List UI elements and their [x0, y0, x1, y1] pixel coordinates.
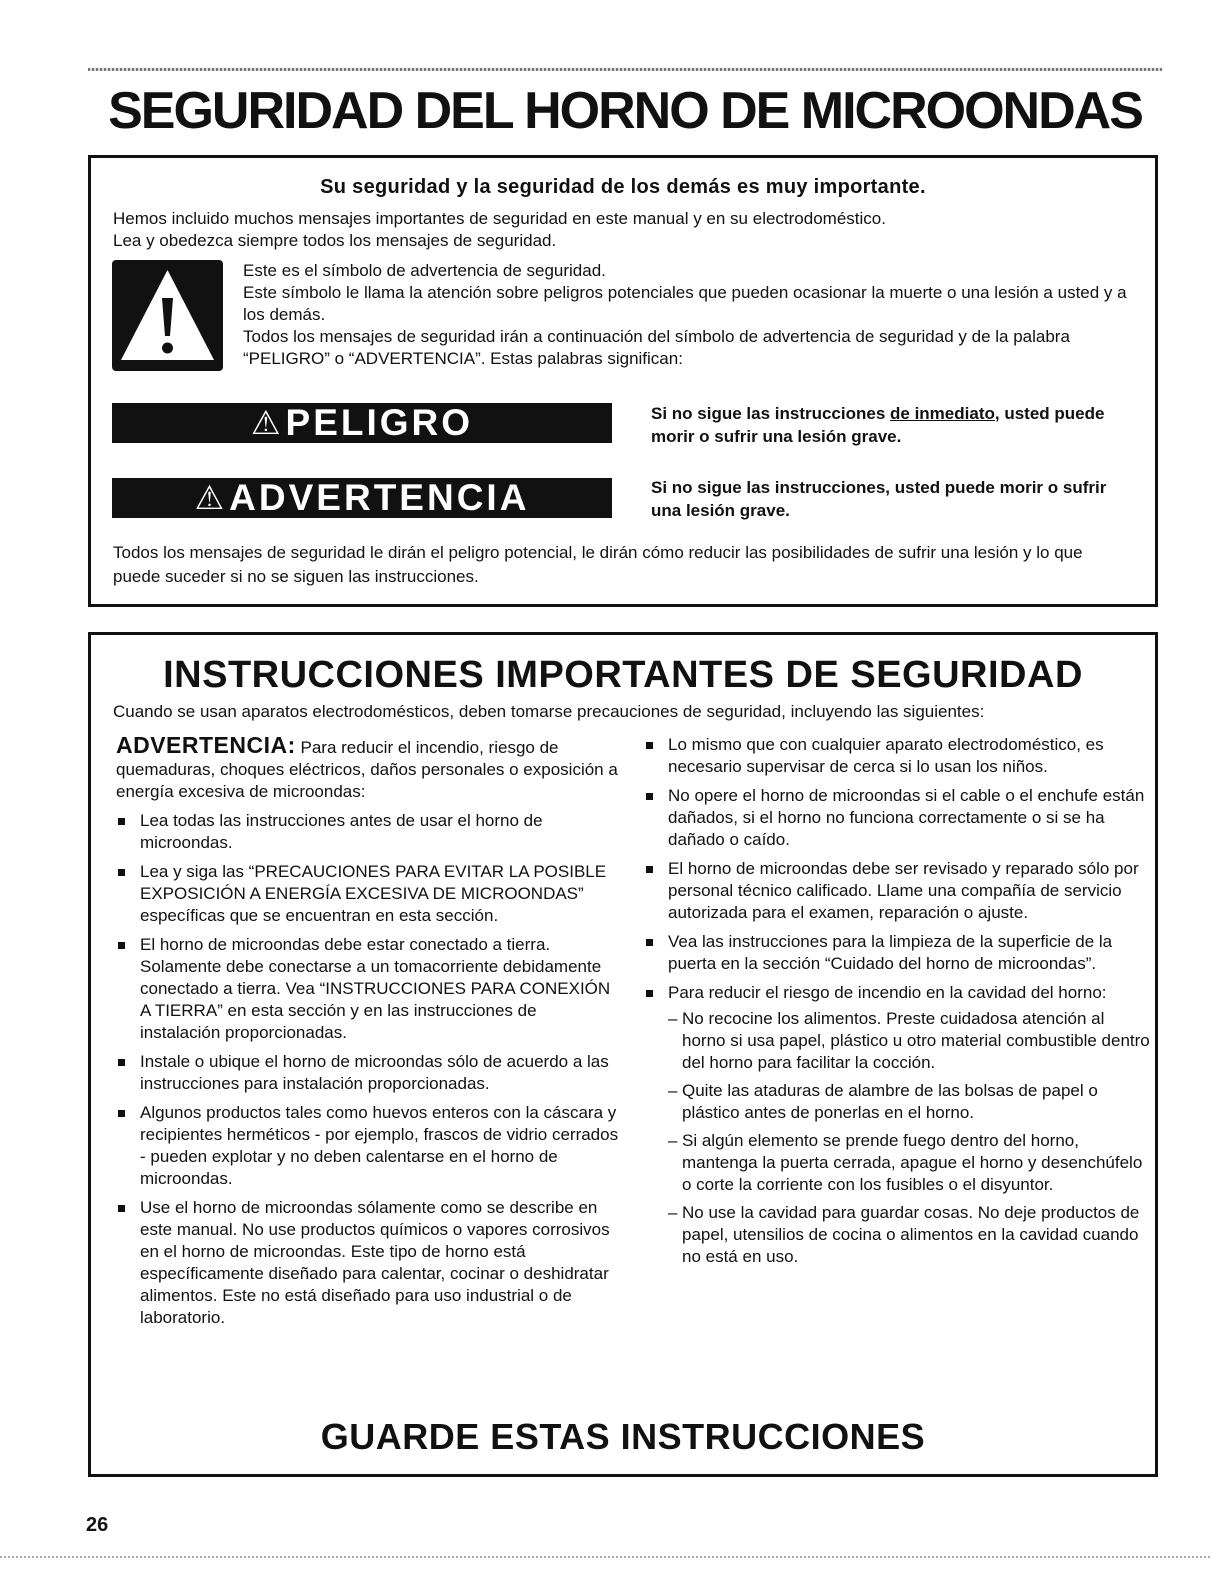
list-item: El horno de microondas debe ser revisado y reparado sólo por personal técnico calificado. Llame una compañía de servicio autorizada para el examen, reparación o ajuste. — [644, 858, 1152, 924]
safety-intro — [113, 208, 1133, 252]
list-item: El horno de microondas debe estar conectado a tierra. Solamente debe conectarse a un tomacorriente debidamente conectado a tierra. Vea “INSTRUCCIONES PARA CONEXIÓN A TIERRA” en esta sección y en las instrucciones de instalación proporcionadas. — [116, 934, 621, 1044]
alert-text-line: Todos los mensajes de seguridad irán a continuación del símbolo de advertencia de seguridad y de la palabra “PELIGRO” o “ADVERTENCIA”. Estas palabras significan: — [243, 327, 1070, 368]
alert-symbol-explanation — [243, 260, 1143, 370]
list-item: Lea y siga las “PRECAUCIONES PARA EVITAR LA POSIBLE EXPOSICIÓN A ENERGÍA EXCESIVA DE MICROONDAS” específicas que se encuentran en esta sección. — [116, 861, 621, 927]
safety-message-box — [88, 155, 1158, 607]
warning-lead-label: ADVERTENCIA: — [116, 732, 296, 758]
right-instruction-list — [644, 734, 1152, 1268]
safety-heading: Su seguridad y la seguridad de los demás es muy importante. — [320, 176, 926, 198]
list-item: Algunos productos tales como huevos enteros con la cáscara y recipientes herméticos - por ejemplo, frascos de vidrio cerrados - pueden explotar y no deben calentarse en el horno de microondas. — [116, 1102, 621, 1190]
warning-lead-text: Para reducir el incendio, riesgo de quemaduras, choques eléctricos, daños personales o exposición a energía excesiva de microondas: — [116, 738, 618, 801]
warning-triangle-icon: ⚠ — [194, 479, 228, 516]
danger-desc-text: Si no sigue las instrucciones — [651, 404, 891, 423]
instructions-title: INSTRUCCIONES IMPORTANTES DE SEGURIDAD — [163, 654, 1083, 696]
left-instruction-list — [116, 810, 621, 1329]
danger-desc-emphasis: de inmediato — [890, 404, 995, 423]
top-rule — [88, 68, 1162, 71]
fire-sublist — [668, 1008, 1152, 1268]
instructions-left-column — [116, 734, 621, 1336]
danger-description — [651, 402, 1141, 448]
safety-alert-icon — [112, 260, 223, 371]
sublist-item: – Si algún elemento se prende fuego dentro del horno, mantenga la puerta cerrada, apague el horno y desenchúfelo o corte la corriente con los fusibles o el disyuntor. — [668, 1130, 1152, 1196]
alert-text-line: Este símbolo le llama la atención sobre peligros potenciales que pueden ocasionar la muerte o una lesión a usted y a los demás. — [243, 283, 1127, 324]
safety-intro-line: Hemos incluido muchos mensajes importantes de seguridad en este manual y en su electrodoméstico. — [113, 209, 886, 228]
warning-lead — [116, 734, 621, 803]
page-title: SEGURIDAD DEL HORNO DE MICROONDAS — [108, 82, 1142, 140]
save-instructions-footer: GUARDE ESTAS INSTRUCCIONES — [320, 1416, 926, 1457]
list-item: Instale o ubique el horno de microondas sólo de acuerdo a las instrucciones para instalación proporcionadas. — [116, 1051, 621, 1095]
list-item: Lea todas las instrucciones antes de usar el horno de microondas. — [116, 810, 621, 854]
list-item — [644, 982, 1152, 1268]
safety-intro-line: Lea y obedezca siempre todos los mensajes de seguridad. — [113, 231, 557, 250]
danger-desc-text: , usted puede morir o sufrir una lesión grave. — [651, 404, 1105, 446]
warning-label: ADVERTENCIA — [229, 477, 530, 518]
fire-item-lead: Para reducir el riesgo de incendio en la cavidad del horno: — [668, 983, 1107, 1002]
danger-signal-word — [112, 403, 612, 443]
warning-description: Si no sigue las instrucciones, usted puede morir o sufrir una lesión grave. — [651, 478, 1107, 520]
sublist-item: – No use la cavidad para guardar cosas. No deje productos de papel, utensilios de cocina o alimentos en la cavidad cuando no está en uso. — [668, 1202, 1152, 1268]
list-item: No opere el horno de microondas si el cable o el enchufe están dañados, si el horno no funciona correctamente o si se ha dañado o caído. — [644, 785, 1152, 851]
alert-text-line: Este es el símbolo de advertencia de seguridad. — [243, 261, 606, 280]
instructions-box — [88, 632, 1158, 1477]
list-item: Use el horno de microondas sólamente como se describe en este manual. No use productos químicos o vapores corrosivos en el horno de microondas. Este tipo de horno está específicamente diseñado para calentar, cocinar o deshidratar alimentos. Este no está diseñado para uso industrial o de laboratorio. — [116, 1197, 621, 1329]
instructions-right-column — [644, 734, 1152, 1275]
warning-triangle-icon: ⚠ — [250, 404, 284, 441]
danger-label: PELIGRO — [285, 402, 474, 443]
sublist-item: – Quite las ataduras de alambre de las bolsas de papel o plástico antes de ponerlas en el horno. — [668, 1080, 1152, 1124]
sublist-item: – No recocine los alimentos. Preste cuidadosa atención al horno si usa papel, plástico u otro material combustible dentro del horno para facilitar la cocción. — [668, 1008, 1152, 1074]
bottom-rule — [0, 1556, 1211, 1558]
list-item: Vea las instrucciones para la limpieza de la superficie de la puerta en la sección “Cuidado del horno de microondas”. — [644, 931, 1152, 975]
list-item: Lo mismo que con cualquier aparato electrodoméstico, es necesario supervisar de cerca si lo usan los niños. — [644, 734, 1152, 778]
safety-footer: Todos los mensajes de seguridad le dirán el peligro potencial, le dirán cómo reducir las posibilidades de sufrir una lesión y lo que puede suceder si no se siguen las instrucciones. — [113, 543, 1083, 586]
warning-signal-word — [112, 478, 612, 518]
instructions-intro: Cuando se usan aparatos electrodomésticos, deben tomarse precauciones de seguridad, incluyendo las siguientes: — [113, 702, 985, 721]
page-number: 26 — [86, 1514, 109, 1536]
